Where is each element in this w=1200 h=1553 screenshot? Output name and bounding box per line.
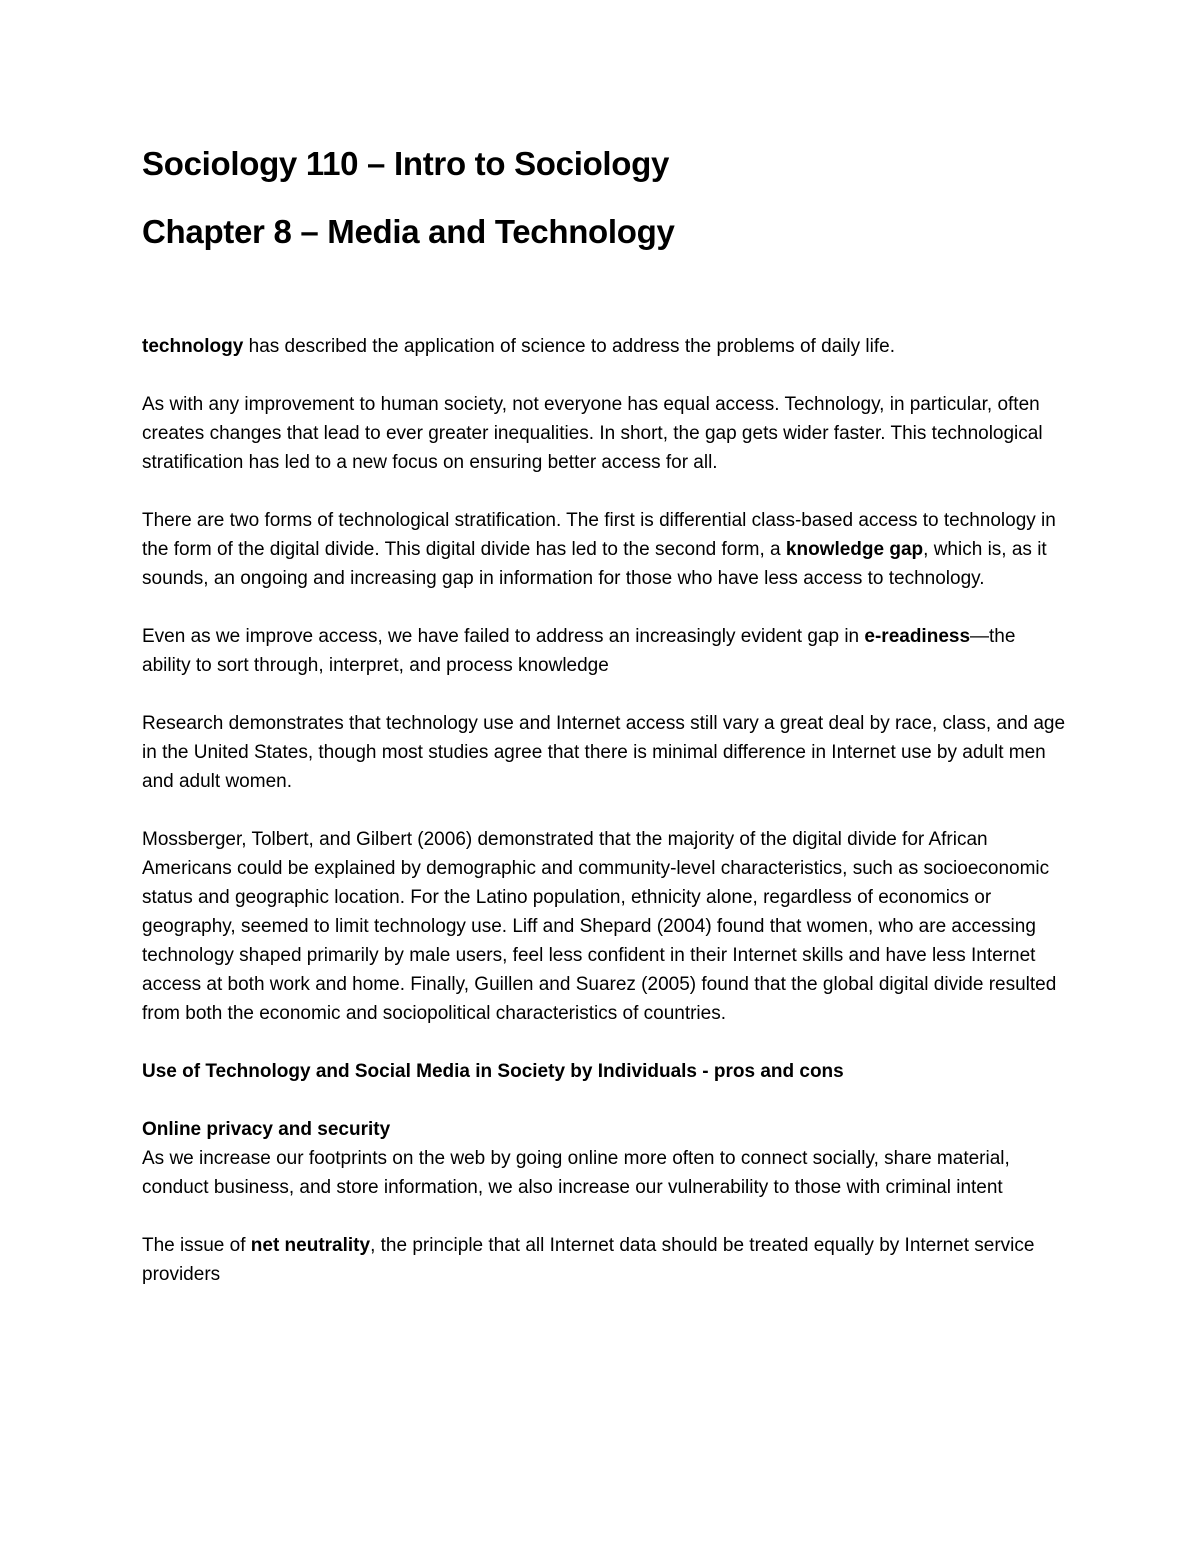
document-page	[142, 142, 1067, 1318]
subheading-text: Online privacy and security	[142, 1119, 391, 1140]
paragraph-text: Even as we improve access, we have failed to address an increasingly evident gap in	[142, 626, 865, 647]
section-heading-text: Use of Technology and Social Media in Society by Individuals - pros and cons	[142, 1061, 844, 1082]
course-title: Sociology 110 – Intro to Sociology	[142, 145, 670, 182]
paragraph-studies: Mossberger, Tolbert, and Gilbert (2006) demonstrated that the majority of the digital divide for African Americans could be explained by demographic and community-level characteristics, such as socioeconomic status and geographic location. For the Latino population, ethnicity alone, regardless of economics or geography, seemed to limit technology use. Liff and Shepard (2004) found that women, who are accessing technology shaped primarily by male users, feel less confident in their Internet skills and have less Internet access at both work and home. Finally, Guillen and Suarez (2005) found that the global digital divide resulted from both the economic and sociopolitical characteristics of countries.	[142, 829, 1057, 1024]
paragraph-text: The issue of	[142, 1235, 251, 1256]
section-heading	[142, 1057, 1067, 1086]
paragraph-e-readiness	[142, 622, 1067, 680]
paragraph-technology-definition	[142, 332, 1067, 361]
paragraph-text: There are two forms of technological stratification. The first is differential class-based access to technology in the form of the digital divide. This digital divide has led to the second form, a	[142, 510, 1056, 560]
paragraph-text: , which is, as it sounds, an ongoing and increasing gap in information for those who have less access to technology.	[142, 539, 1047, 589]
document-body	[142, 332, 1067, 1289]
chapter-title: Chapter 8 – Media and Technology	[142, 213, 675, 250]
term-e-readiness: e-readiness	[864, 626, 971, 647]
paragraph-privacy: As we increase our footprints on the web by going online more often to connect socially, share material, conduct business, and store information, we also increase our vulnerability to those with criminal intent	[142, 1148, 1010, 1198]
paragraph-text: —the ability to sort through, interpret, and process knowledge	[142, 626, 1016, 676]
subheading	[142, 1115, 1067, 1144]
paragraph-research: Research demonstrates that technology use and Internet access still vary a great deal by race, class, and age in the United States, though most studies agree that there is minimal difference in Internet use by adult men and adult women.	[142, 713, 1066, 792]
paragraph-stratification	[142, 506, 1067, 593]
paragraph-text: , the principle that all Internet data should be treated equally by Internet service providers	[142, 1235, 1035, 1285]
paragraph-text: has described the application of science to address the problems of daily life.	[243, 336, 895, 357]
paragraph-net-neutrality	[142, 1231, 1067, 1289]
term-technology: technology	[142, 336, 244, 357]
paragraph-equal-access: As with any improvement to human society, not everyone has equal access. Technology, in particular, often creates changes that lead to ever greater inequalities. In short, the gap gets wider faster. This technological stratification has led to a new focus on ensuring better access for all.	[142, 394, 1043, 473]
term-net-neutrality: net neutrality	[250, 1235, 371, 1256]
term-knowledge-gap: knowledge gap	[785, 539, 924, 560]
